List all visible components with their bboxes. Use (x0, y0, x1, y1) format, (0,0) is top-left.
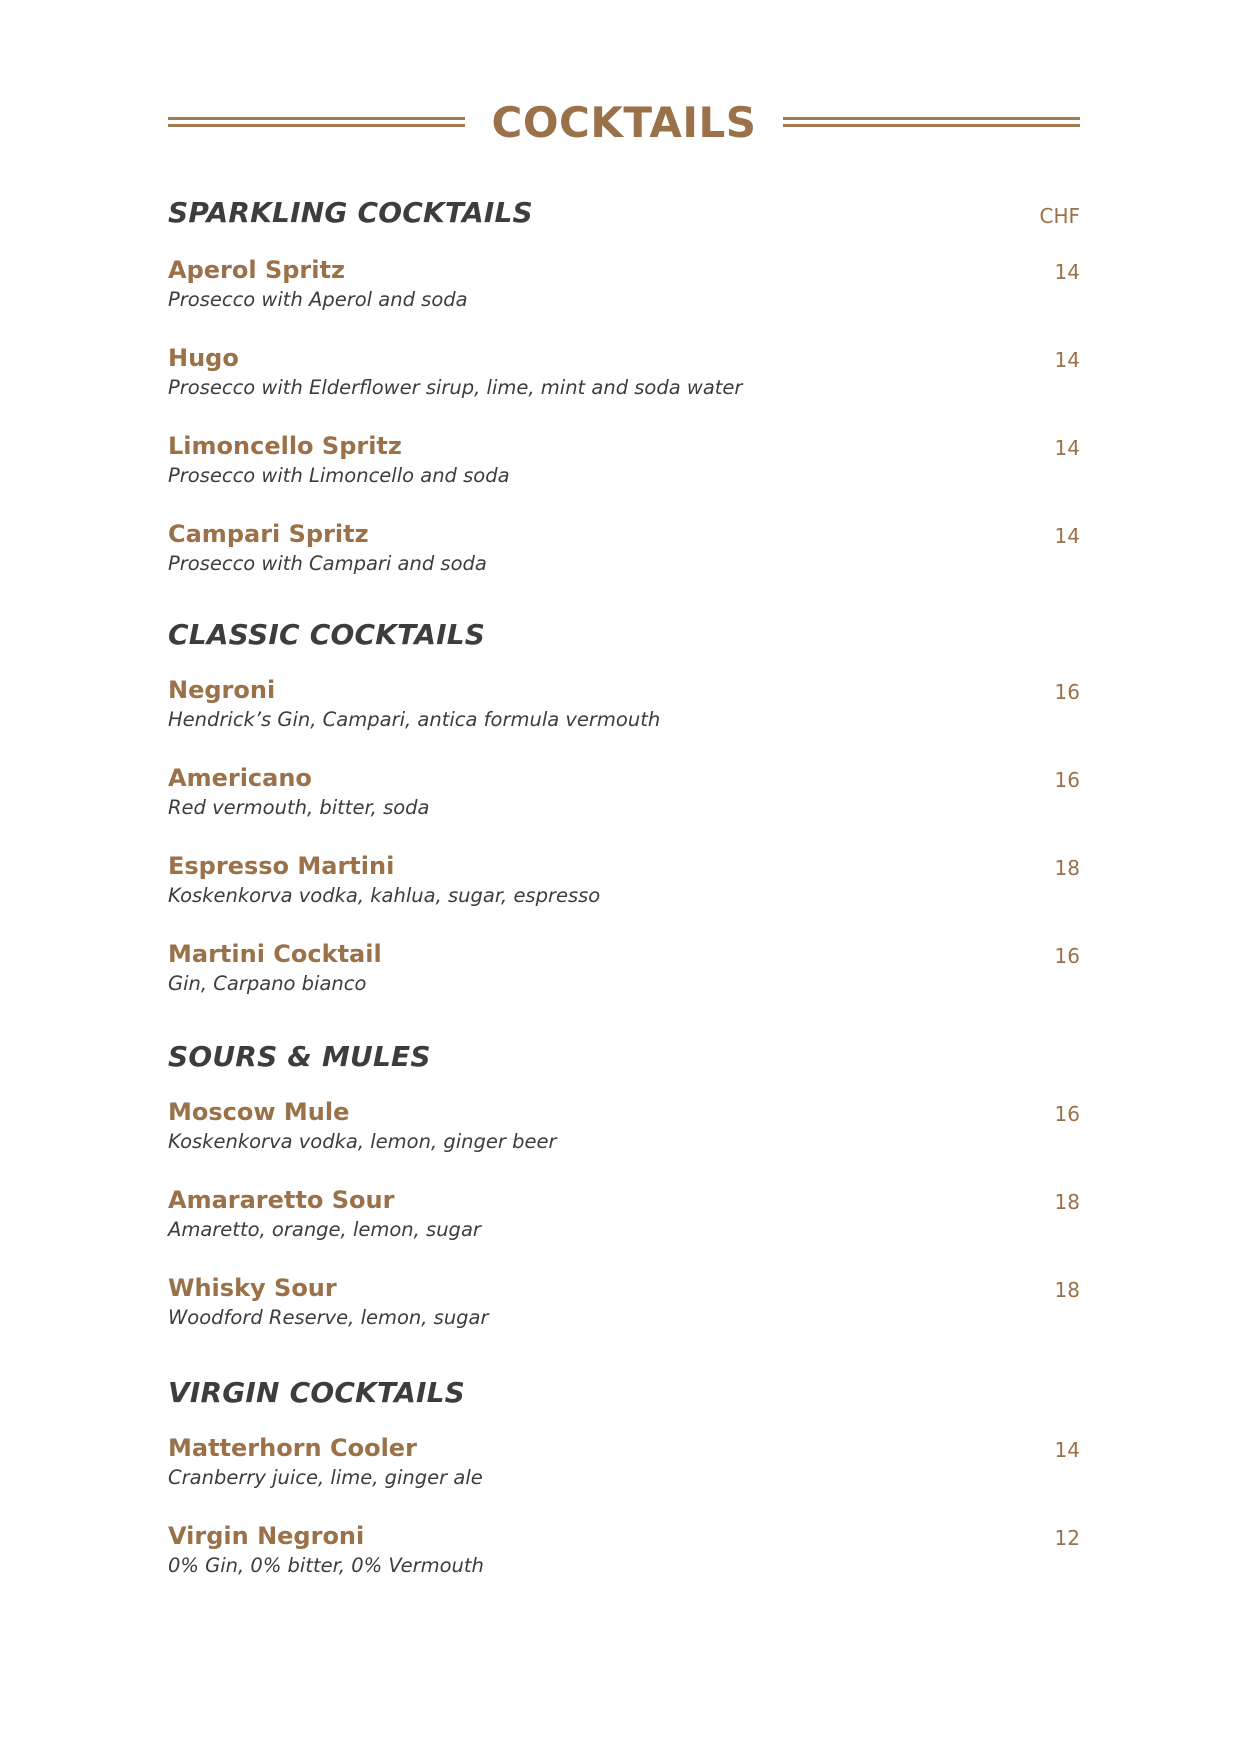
menu-item (168, 344, 1080, 408)
right-double-rule (783, 117, 1080, 127)
item-price: 16 (1054, 680, 1080, 704)
item-description: Hendrick’s Gin, Campari, antica formula vermouth (168, 708, 661, 731)
item-price: 18 (1054, 1278, 1080, 1302)
item-name: Aperol Spritz (168, 256, 345, 284)
page-title: COCKTAILS (491, 97, 757, 147)
item-description: Red vermouth, bitter, soda (168, 796, 430, 819)
item-name: Virgin Negroni (168, 1522, 365, 1550)
item-price: 18 (1054, 1190, 1080, 1214)
item-price: 14 (1054, 1438, 1080, 1462)
menu-item (168, 1522, 1080, 1586)
section-title: VIRGIN COCKTAILS (168, 1376, 466, 1409)
menu-item (168, 432, 1080, 496)
currency-label: CHF (1039, 204, 1080, 228)
menu-item (168, 676, 1080, 740)
item-price: 14 (1054, 524, 1080, 548)
item-price: 18 (1054, 856, 1080, 880)
item-price: 14 (1054, 260, 1080, 284)
item-description: Prosecco with Campari and soda (168, 552, 487, 575)
item-price: 16 (1054, 1102, 1080, 1126)
menu-page (168, 0, 1080, 1754)
menu-item (168, 1186, 1080, 1250)
item-description: Koskenkorva vodka, lemon, ginger beer (168, 1130, 557, 1153)
item-name: Whisky Sour (168, 1274, 337, 1302)
item-name: Amararetto Sour (168, 1186, 395, 1214)
item-description: Prosecco with Elderflower sirup, lime, mint and soda water (168, 376, 743, 399)
menu-item (168, 764, 1080, 828)
left-double-rule (168, 117, 465, 127)
item-name: Americano (168, 764, 312, 792)
item-price: 12 (1054, 1526, 1080, 1550)
section-title: SPARKLING COCKTAILS (168, 196, 533, 229)
item-name: Moscow Mule (168, 1098, 350, 1126)
item-description: Prosecco with Limoncello and soda (168, 464, 510, 487)
item-description: Cranberry juice, lime, ginger ale (168, 1466, 483, 1489)
menu-item (168, 256, 1080, 320)
item-description: Koskenkorva vodka, kahlua, sugar, espresso (168, 884, 601, 907)
section-title: CLASSIC COCKTAILS (168, 618, 486, 651)
menu-item (168, 852, 1080, 916)
item-description: Prosecco with Aperol and soda (168, 288, 468, 311)
item-name: Negroni (168, 676, 276, 704)
item-name: Campari Spritz (168, 520, 369, 548)
section-title: SOURS & MULES (168, 1040, 431, 1073)
item-description: Gin, Carpano bianco (168, 972, 367, 995)
item-price: 16 (1054, 768, 1080, 792)
item-name: Matterhorn Cooler (168, 1434, 417, 1462)
menu-item (168, 520, 1080, 584)
item-name: Martini Cocktail (168, 940, 382, 968)
item-description: 0% Gin, 0% bitter, 0% Vermouth (168, 1554, 484, 1577)
item-price: 16 (1054, 944, 1080, 968)
menu-item (168, 1434, 1080, 1498)
item-description: Woodford Reserve, lemon, sugar (168, 1306, 489, 1329)
item-price: 14 (1054, 436, 1080, 460)
item-price: 14 (1054, 348, 1080, 372)
menu-item (168, 940, 1080, 1004)
item-name: Espresso Martini (168, 852, 395, 880)
item-name: Hugo (168, 344, 239, 372)
menu-item (168, 1274, 1080, 1338)
menu-item (168, 1098, 1080, 1162)
item-name: Limoncello Spritz (168, 432, 402, 460)
item-description: Amaretto, orange, lemon, sugar (168, 1218, 481, 1241)
menu-header (168, 92, 1080, 152)
